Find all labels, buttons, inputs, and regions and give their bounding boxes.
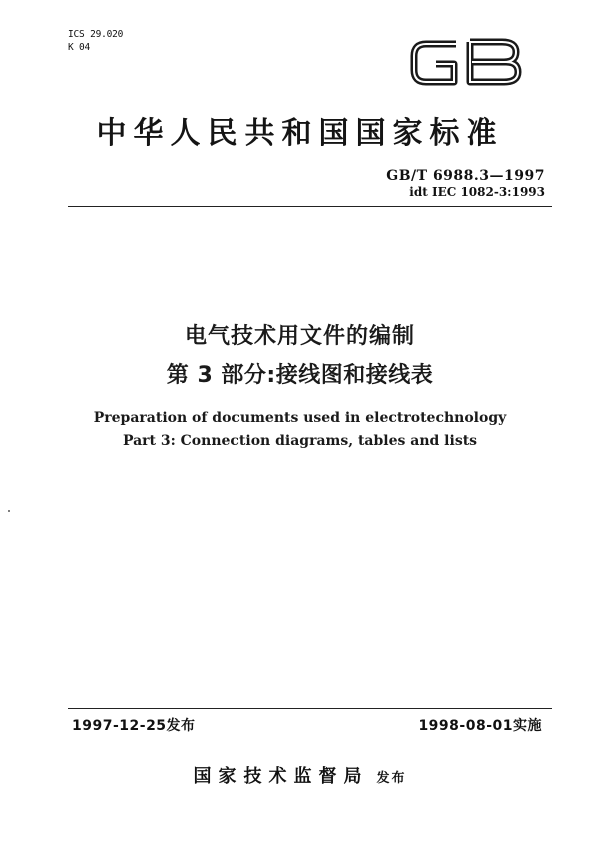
title-chinese-line-2: 第 3 部分:接线图和接线表 (166, 363, 434, 388)
equivalence-note: idt IEC 1082-3:1993 (409, 185, 545, 199)
ccs-code: K 04 (68, 42, 91, 53)
issuer-action: 发布 (376, 771, 407, 786)
issue-date: 1997-12-25发布 (72, 718, 196, 734)
title-english-line-1: Preparation of documents used in electrotechnology (93, 410, 507, 426)
scan-speck (8, 510, 10, 512)
title-english-line-2: Part 3: Connection diagrams, tables and lists (122, 433, 478, 449)
issuing-authority (0, 762, 600, 788)
issuer-name: 国家技术监督局 (193, 766, 369, 787)
title-chinese-line-1: 电气技术用文件的编制 (184, 324, 415, 349)
footer-divider (68, 708, 552, 709)
standard-code: GB/T 6988.3—1997 (386, 168, 545, 184)
header-divider (68, 206, 552, 207)
standard-type-heading: 中华人民共和国国家标准 (96, 116, 504, 151)
classification-codes (68, 28, 123, 54)
implementation-date: 1998-08-01实施 (418, 718, 542, 734)
ics-code: ICS 29.020 (68, 29, 124, 40)
gb-logo-icon (406, 30, 526, 94)
